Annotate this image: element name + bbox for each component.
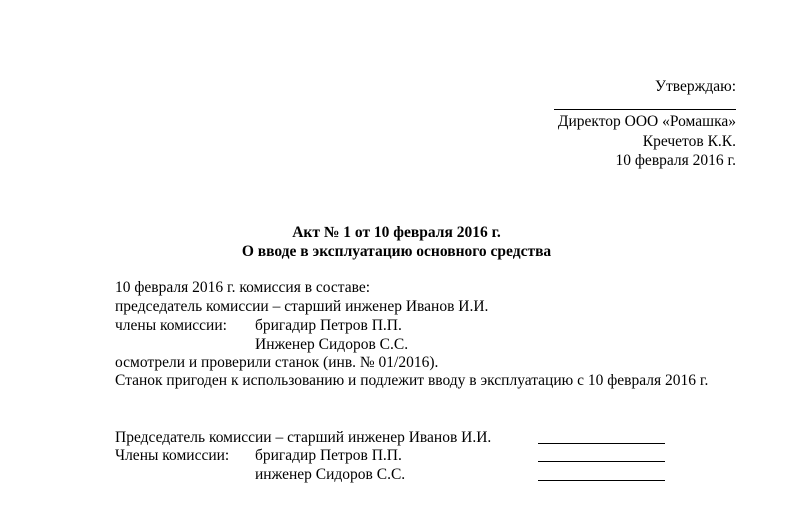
approval-position: Директор ООО «Ромашка»	[557, 113, 736, 130]
approval-heading: Утверждаю:	[655, 78, 736, 95]
body-intro: 10 февраля 2016 г. комиссия в составе:	[115, 279, 371, 296]
signature-chairman: Председатель комиссии – старший инженер Иванов И.И.	[115, 429, 492, 446]
act-subtitle: О вводе в эксплуатацию основного средства	[241, 243, 552, 260]
body-member-2: Инженер Сидоров С.С.	[255, 336, 409, 353]
signature-member-1: бригадир Петров П.П.	[255, 447, 402, 464]
approval-signature-line	[554, 109, 736, 110]
signature-members-label: Члены комиссии:	[115, 447, 230, 464]
body-inspected: осмотрели и проверили станок (инв. № 01/2016).	[115, 354, 439, 371]
approval-date: 10 февраля 2016 г.	[615, 152, 736, 169]
signature-member-2: инженер Сидоров С.С.	[255, 466, 406, 483]
act-title: Акт № 1 от 10 февраля 2016 г.	[292, 224, 501, 241]
body-chairman: председатель комиссии – старший инженер Иванов И.И.	[115, 298, 489, 315]
approval-name: Кречетов К.К.	[642, 133, 736, 150]
signature-line-chairman	[538, 443, 665, 444]
signature-line-member-1	[538, 461, 665, 462]
body-members-label: члены комиссии:	[115, 317, 227, 334]
body-member-1: бригадир Петров П.П.	[255, 317, 402, 334]
body-conclusion: Станок пригоден к использованию и подлежит вводу в эксплуатацию с 10 февраля 2016 г.	[115, 372, 709, 389]
signature-line-member-2	[538, 480, 665, 481]
